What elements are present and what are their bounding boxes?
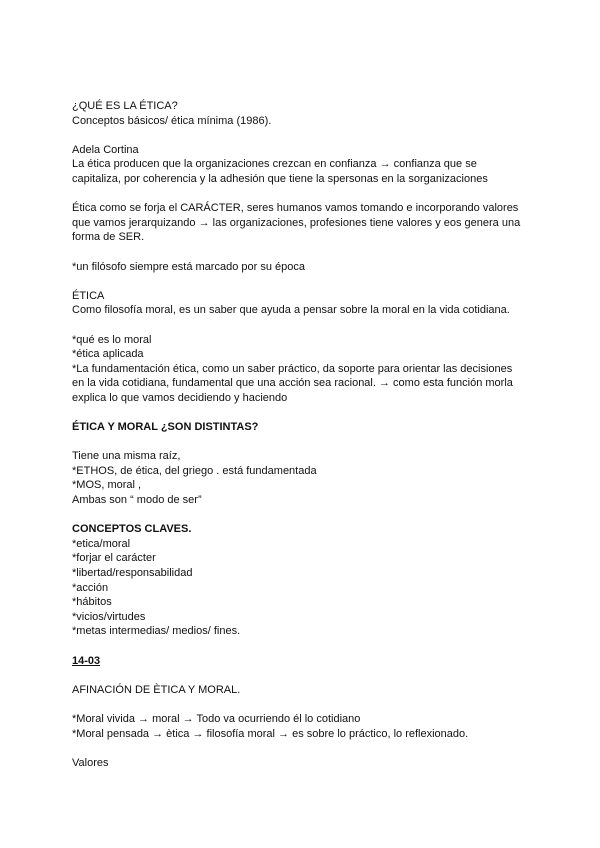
distinct-line: Tiene una misma raíz,: [72, 450, 181, 463]
etica-definition: Como filosofía moral, es un saber que ayuda a pensar sobre la moral en la vida cotidiana.: [72, 304, 510, 317]
distinct-line: *ETHOS, de ética, del griego . está fundamentada: [72, 464, 317, 477]
concept-item: *vicios/virtudes: [72, 610, 146, 623]
concept-item: *acción: [72, 581, 109, 594]
concept-item: *hábitos: [72, 596, 112, 609]
paragraph-line: forma de SER.: [72, 231, 145, 244]
etica-list-item: *La fundamentación ética, como un saber práctico, da soporte para orientar las decisiones: [72, 362, 513, 375]
section-heading-distinct: ÉTICA Y MORAL ¿SON DISTINTAS?: [72, 421, 259, 434]
etica-list-item: en la vida cotidiana, fundamental que una acción sea racional. → como esta función morla: [72, 377, 513, 390]
distinct-line: Ambas son “ modo de ser”: [72, 494, 202, 507]
philosopher-note: *un filósofo siempre está marcado por su época: [72, 260, 305, 273]
author-name: Adela Cortina: [72, 143, 139, 156]
etica-list-item: explica lo que vamos decidiendo y haciendo: [72, 391, 288, 404]
paragraph-line: capitaliza, por coherencia y la adhesión que tiene la spersonas en la sorganizaciones: [72, 172, 488, 185]
document-page: [72, 99, 532, 770]
etica-list-item: *ética aplicada: [72, 348, 144, 361]
etica-heading: ÉTICA: [72, 289, 105, 302]
afinacion-heading: AFINACIÓN DE ÈTICA Y MORAL.: [72, 683, 241, 696]
concept-item: *forjar el carácter: [72, 552, 156, 565]
concept-item: *libertad/responsabilidad: [72, 567, 193, 579]
paragraph-line: La ética producen que la organizaciones crezcan en confianza → confianza que se: [72, 158, 477, 171]
afinacion-line: *Moral vivida → moral → Todo va ocurriendo él lo cotidiano: [72, 712, 361, 725]
document-title: ¿QUÉ ES LA ÉTICA?: [72, 100, 178, 112]
afinacion-line: *Moral pensada → ètica → filosofía moral → es sobre lo práctico, lo reflexionado.: [72, 727, 469, 740]
paragraph-line: que vamos jerarquizando → las organizaciones, profesiones tiene valores y eos genera una: [72, 216, 521, 229]
etica-list-item: *qué es lo moral: [72, 333, 152, 346]
concept-item: *metas intermedias/ medios/ fines.: [72, 625, 241, 638]
concept-item: *etica/moral: [72, 537, 131, 550]
paragraph-line: Ética como se forja el CARÁCTER, seres humanos vamos tomando e incorporando valores: [72, 202, 519, 215]
valores-label: Valores: [72, 756, 109, 769]
document-subtitle: Conceptos básicos/ ética mínima (1986).: [72, 114, 272, 127]
concepts-heading: CONCEPTOS CLAVES.: [72, 523, 192, 536]
date-heading: 14-03: [72, 654, 101, 667]
distinct-line: *MOS, moral ,: [72, 479, 142, 492]
